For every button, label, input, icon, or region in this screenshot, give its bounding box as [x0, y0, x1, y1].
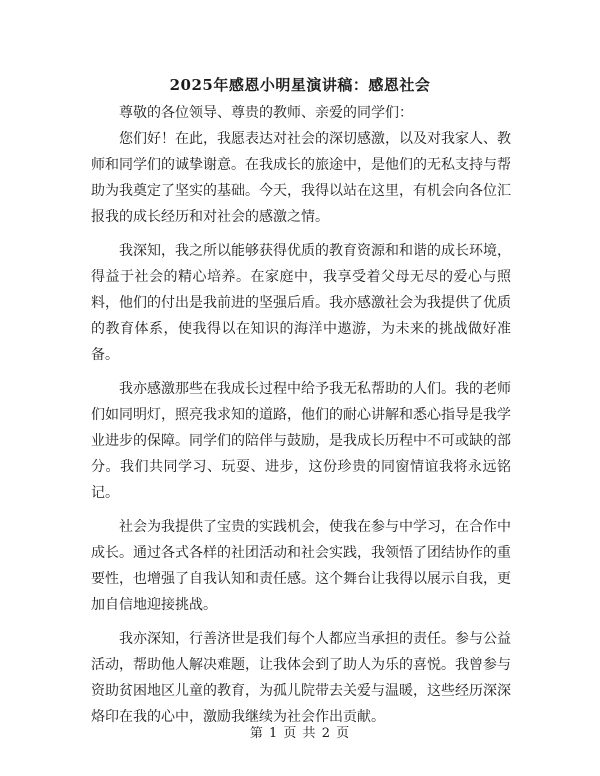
paragraph: 社会为我提供了宝贵的实践机会，使我在参与中学习，在合作中成长。通过各式各样的社团活动和社会实践，我领悟了团结协作的重要性，也增强了自我认知和责任感。这个舞台让我得以展示自我，更加自信地迎接挑战。	[91, 519, 511, 613]
paragraph: 我亦深知，行善济世是我们每个人都应当承担的责任。参与公益活动，帮助他人解决难题，让我体会到了助人为乐的喜悦。我曾参与资助贫困地区儿童的教育，为孤儿院带去关爱与温暖，这些经历深深烙印在我的心中，激励我继续为社会作出贡献。	[91, 631, 511, 725]
paragraph: 我深知，我之所以能够获得优质的教育资源和和谐的成长环境，得益于社会的精心培养。在家庭中，我享受着父母无尽的爱心与照料，他们的付出是我前进的坚强后盾。我亦感激社会为我提供了优质的教育体系，使我得以在知识的海洋中遨游，为未来的挑战做好准备。	[91, 243, 511, 363]
salutation: 尊敬的各位领导、尊贵的教师、亲爱的同学们：	[119, 105, 413, 121]
paragraph: 您们好！在此，我愿表达对社会的深切感激，以及对我家人、教师和同学们的诚挚谢意。在我成长的旅途中，是他们的无私支持与帮助为我奠定了坚实的基础。今天，我得以站在这里，有机会向各位汇报我的成长经历和对社会的感激之情。	[91, 131, 511, 225]
document-body	[91, 100, 511, 738]
paragraph: 我亦感激那些在我成长过程中给予我无私帮助的人们。我的老师们如同明灯，照亮我求知的道路，他们的耐心讲解和悉心指导是我学业进步的保障。同学们的陪伴与鼓励，是我成长历程中不可或缺的部分。我们共同学习、玩耍、进步，这份珍贵的同窗情谊我将永远铭记。	[91, 381, 511, 501]
page-number: 第 1 页 共 2 页	[249, 726, 351, 741]
page-title: 2025年感恩小明星演讲稿：感恩社会	[169, 76, 431, 94]
